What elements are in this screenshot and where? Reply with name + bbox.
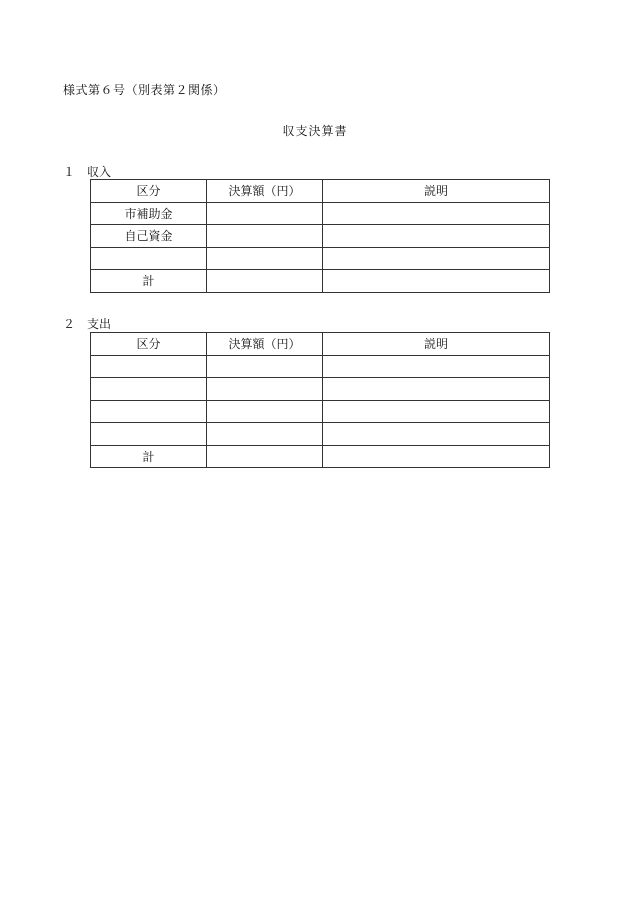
income-cell-total-amount[interactable] <box>207 270 323 293</box>
expense-section-number: ２ <box>63 317 76 331</box>
expense-cell-description[interactable] <box>323 355 550 378</box>
expense-row <box>91 378 550 401</box>
expense-cell-total-amount[interactable] <box>207 445 323 468</box>
income-cell-total-label: 計 <box>91 270 207 293</box>
income-row-city-subsidy <box>91 202 550 225</box>
income-cell-description[interactable] <box>323 225 550 248</box>
income-header-description: 説明 <box>323 180 550 203</box>
income-header-row <box>91 180 550 203</box>
expense-row <box>91 355 550 378</box>
expense-cell-amount[interactable] <box>207 378 323 401</box>
income-cell-amount[interactable] <box>207 247 323 270</box>
expense-table <box>90 332 550 468</box>
income-table <box>90 179 550 293</box>
income-row-own-funds <box>91 225 550 248</box>
expense-header-row <box>91 333 550 356</box>
expense-cell-description[interactable] <box>323 423 550 446</box>
expense-header-amount: 決算額（円） <box>207 333 323 356</box>
income-header-category: 区分 <box>91 180 207 203</box>
expense-cell-description[interactable] <box>323 378 550 401</box>
expense-row <box>91 400 550 423</box>
income-cell-category[interactable] <box>91 247 207 270</box>
income-row-blank <box>91 247 550 270</box>
expense-header-category: 区分 <box>91 333 207 356</box>
expense-cell-amount[interactable] <box>207 423 323 446</box>
expense-cell-category[interactable] <box>91 400 207 423</box>
expense-cell-category[interactable] <box>91 378 207 401</box>
income-cell-amount[interactable] <box>207 225 323 248</box>
expense-cell-category[interactable] <box>91 423 207 446</box>
expense-section-heading <box>63 315 111 332</box>
income-cell-description[interactable] <box>323 247 550 270</box>
income-cell-category: 自己資金 <box>91 225 207 248</box>
income-section-number: １ <box>63 165 76 179</box>
income-section-title: 収入 <box>87 165 112 179</box>
expense-cell-amount[interactable] <box>207 400 323 423</box>
expense-row-total <box>91 445 550 468</box>
expense-section-title: 支出 <box>87 317 112 331</box>
expense-cell-category[interactable] <box>91 355 207 378</box>
expense-cell-total-label: 計 <box>91 445 207 468</box>
income-cell-amount[interactable] <box>207 202 323 225</box>
income-cell-category: 市補助金 <box>91 202 207 225</box>
form-number: 様式第６号（別表第２関係） <box>63 83 226 97</box>
income-cell-total-description[interactable] <box>323 270 550 293</box>
expense-header-description: 説明 <box>323 333 550 356</box>
expense-cell-amount[interactable] <box>207 355 323 378</box>
expense-cell-total-description[interactable] <box>323 445 550 468</box>
expense-cell-description[interactable] <box>323 400 550 423</box>
income-header-amount: 決算額（円） <box>207 180 323 203</box>
income-cell-description[interactable] <box>323 202 550 225</box>
income-row-total <box>91 270 550 293</box>
expense-row <box>91 423 550 446</box>
document-title: 収支決算書 <box>282 124 348 138</box>
income-section-heading <box>63 163 111 180</box>
